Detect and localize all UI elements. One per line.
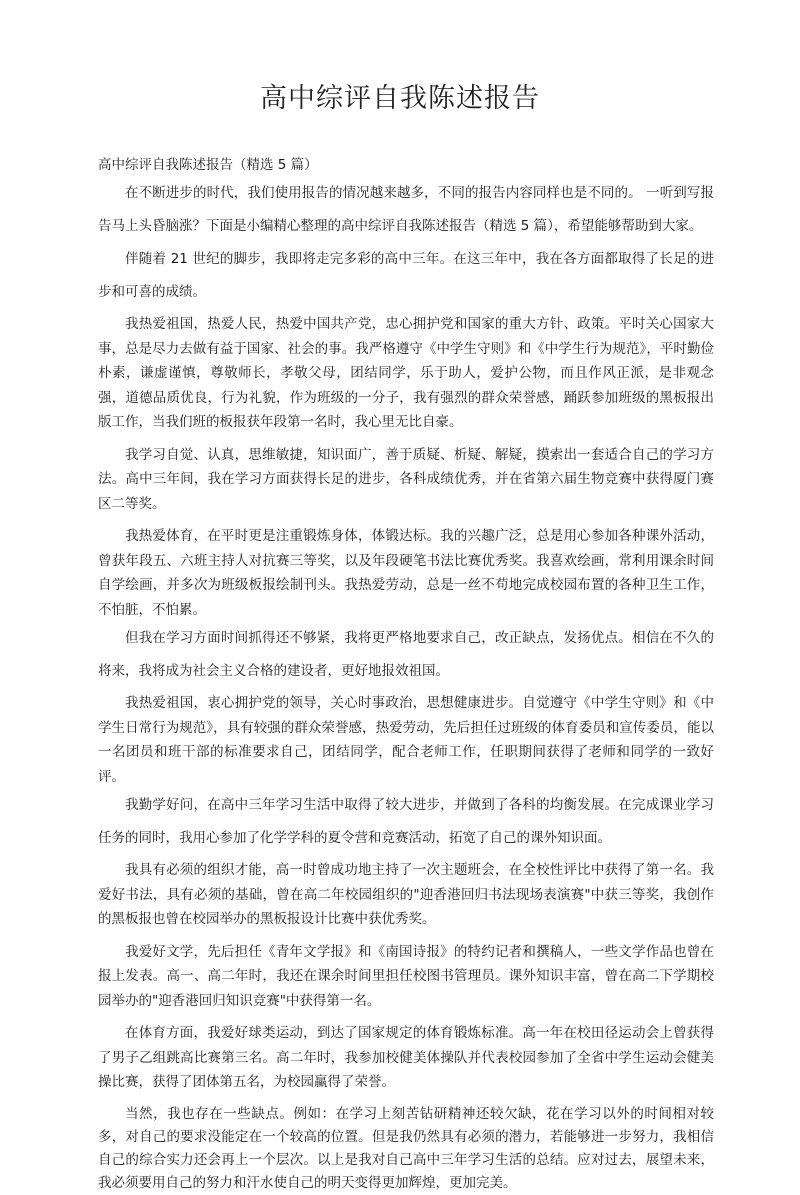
paragraph-sports-hobbies: 我热爱体育，在平时更是注重锻炼身体，体锻达标。我的兴趣广泛，总是用心参加各种课外活动，曾获年段五、六班主持人对抗赛三等奖，以及年段硬笔书法比赛优秀奖。我喜欢绘画，常利用课余时间自学绘画，并多次为班级板报绘制刊头。我热爱劳动，总是一丝不苟地完成校园布置的各种卫生工作，不怕脏，不怕累。: [98, 528, 714, 618]
paragraph-athletics: 在体育方面，我爱好球类运动，到达了国家规定的体育锻炼标准。高一年在校田径运动会上曾获得了男子乙组跳高比赛第三名。高二年时，我参加校健美体操队并代表校园参加了全省中学生运动会健美操比赛，获得了团体第五名，为校园赢得了荣誉。: [98, 1025, 714, 1090]
paragraph-patriotism: 我热爱祖国，热爱人民，热爱中国共产党，忠心拥护党和国家的重大方针、政策。平时关心国家大事，总是尽力去做有益于国家、社会的事。我严格遵守《中学生守则》和《中学生行为规范》，平时勤俭朴素，谦虚谨慎，尊敬师长，孝敬父母，团结同学，乐于助人，爱护公物，而且作风正派，是非观念强，道德品质优良，行为礼貌，作为班级的一分子，我有强烈的群众荣誉感，踊跃参加班级的黑板报出版工作，当我们班的板报获年段第一名时，我心里无比自豪。: [98, 316, 714, 430]
document-title: 高中综评自我陈述报告: [260, 83, 540, 114]
paragraph-literature: 我爱好文学，先后担任《青年文学报》和《南国诗报》的特约记者和撰稿人，一些文学作品也曾在报上发表。高一、高二年时，我还在课余时间里担任校图书管理员。课外知识丰富，曾在高二下学期校园举办的"迎香港回归知识竞赛"中获得第一名。: [98, 943, 714, 1009]
paragraph-conclusion: 当然，我也存在一些缺点。例如：在学习上刻苦钻研精神还较欠缺，花在学习以外的时间相对较多，对自己的要求没能定在一个较高的位置。但是我仍然具有必须的潜力，若能够进一步努力，我相信自己的综合实力还会再上一个层次。以上是我对自己高中三年学习生活的总结。应对过去，展望未来，我必须要用自己的努力和汗水使自己的明天变得更加辉煌，更加完美。: [98, 1105, 714, 1191]
paragraph-study: 我学习自觉、认真，思维敏捷，知识面广，善于质疑、析疑、解疑，摸索出一套适合自己的学习方法。高中三年间，我在学习方面获得长足的进步，各科成绩优秀，并在省第六届生物竞赛中获得厦门赛区二等奖。: [98, 446, 714, 512]
document-body: [98, 177, 714, 1195]
paragraph-intro: 在不断进步的时代，我们使用报告的情况越来越多，不同的报告内容同样也是不同的。 一听到写报告马上头昏脑涨？下面是小编精心整理的高中综评自我陈述报告（精选 5 篇），希望能够帮助到大家。: [98, 185, 714, 234]
document-subtitle: 高中综评自我陈述报告（精选 5 篇）: [98, 157, 318, 173]
paragraph-improvement: 但我在学习方面时间抓得还不够紧，我将更严格地要求自己，改正缺点，发扬优点。相信在不久的将来，我将成为社会主义合格的建设者，更好地报效祖国。: [98, 630, 714, 679]
paragraph-learning: 我勤学好问，在高中三年学习生活中取得了较大进步，并做到了各科的均衡发展。在完成课业学习任务的同时，我用心参加了化学学科的夏令营和竞赛活动，拓宽了自己的课外知识面。: [98, 797, 714, 846]
paragraph-political: 我热爱祖国，衷心拥护党的领导，关心时事政治，思想健康进步。自觉遵守《中学生守则》和《中学生日常行为规范》，具有较强的群众荣誉感，热爱劳动，先后担任过班级的体育委员和宣传委员，能以一名团员和班干部的标准要求自己，团结同学，配合老师工作，任职期间获得了老师和同学的一致好评。: [98, 695, 714, 785]
paragraph-organization: 我具有必须的组织才能，高一时曾成功地主持了一次主题班会，在全校性评比中获得了第一名。我爱好书法，具有必须的基础，曾在高二年校园组织的"迎香港回归书法现场表演赛"中获三等奖，我创作的黑板报也曾在校园举办的黑板报设计比赛中获优秀奖。: [98, 862, 714, 927]
paragraph-opening: 伴随着 21 世纪的脚步，我即将走完多彩的高中三年。在这三年中，我在各方面都取得了长足的进步和可喜的成绩。: [98, 251, 714, 300]
